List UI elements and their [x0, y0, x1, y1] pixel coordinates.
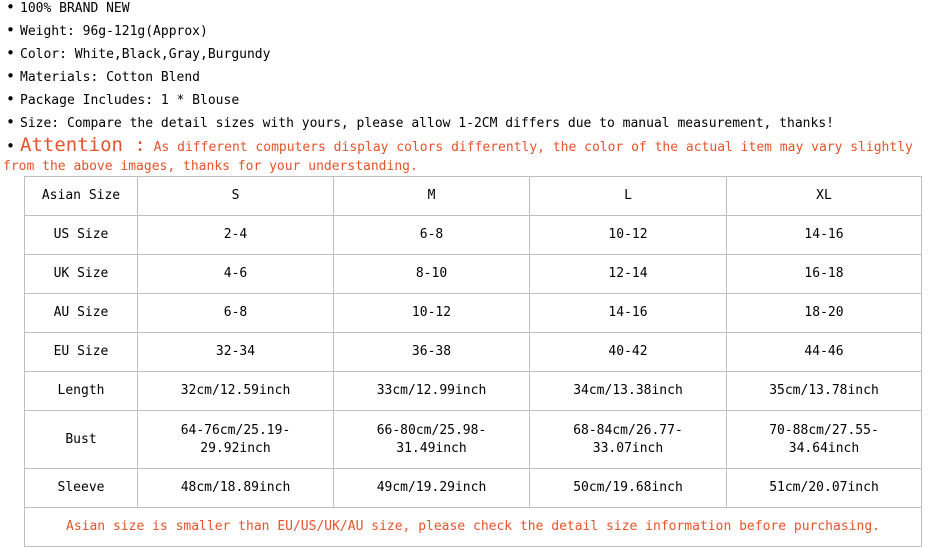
row-label-cell: Bust — [25, 411, 138, 469]
table-row — [25, 255, 922, 294]
table-cell: 36-38 — [334, 333, 530, 372]
bullet-dot-icon: • — [6, 113, 16, 131]
table-cell: 10-12 — [530, 216, 727, 255]
table-cell: 35cm/13.78inch — [727, 372, 922, 411]
table-cell: XL — [727, 177, 922, 216]
table-row — [25, 372, 922, 411]
bullet-package: • Package Includes: 1 * Blouse — [6, 88, 931, 111]
table-cell: 40-42 — [530, 333, 727, 372]
table-cell: L — [530, 177, 727, 216]
row-label-cell: US Size — [25, 216, 138, 255]
table-cell: 14-16 — [727, 216, 922, 255]
table-cell: 6-8 — [138, 294, 334, 333]
table-cell: 32cm/12.59inch — [138, 372, 334, 411]
bullet-brand-new: • 100% BRAND NEW — [6, 0, 931, 19]
table-row — [25, 216, 922, 255]
table-cell: 32-34 — [138, 333, 334, 372]
table-cell: 8-10 — [334, 255, 530, 294]
table-cell: 33cm/12.99inch — [334, 372, 530, 411]
table-row — [25, 469, 922, 508]
bullet-dot-icon: • — [6, 90, 16, 108]
bullet-size: • Size: Compare the detail sizes with yours, please allow 1-2CM differs due to manual measurement, thanks! — [6, 111, 931, 134]
table-cell: 66-80cm/25.98- 31.49inch — [334, 411, 530, 469]
table-cell: 50cm/19.68inch — [530, 469, 727, 508]
table-cell: 18-20 — [727, 294, 922, 333]
table-header-row — [25, 177, 922, 216]
row-label-cell: AU Size — [25, 294, 138, 333]
table-cell: 34cm/13.38inch — [530, 372, 727, 411]
row-label-cell: EU Size — [25, 333, 138, 372]
table-row — [25, 294, 922, 333]
table-cell: M — [334, 177, 530, 216]
table-cell: 44-46 — [727, 333, 922, 372]
table-cell: 10-12 — [334, 294, 530, 333]
row-label-cell: Asian Size — [25, 177, 138, 216]
bullet-dot-icon: • — [6, 67, 16, 85]
bullet-materials: • Materials: Cotton Blend — [6, 65, 931, 88]
product-details — [3, 0, 931, 176]
attention-label: Attention : — [20, 134, 146, 156]
table-cell: 14-16 — [530, 294, 727, 333]
size-chart-table — [24, 176, 922, 547]
bullet-dot-icon: • — [6, 137, 16, 155]
table-row — [25, 411, 922, 469]
row-label-cell: UK Size — [25, 255, 138, 294]
table-cell: 48cm/18.89inch — [138, 469, 334, 508]
table-cell: 70-88cm/27.55- 34.64inch — [727, 411, 922, 469]
bullet-dot-icon: • — [6, 0, 16, 16]
attention-text: As different computers display colors differently, the color of the actual item may vary slightly — [153, 140, 913, 155]
row-label-cell: Length — [25, 372, 138, 411]
table-cell: 12-14 — [530, 255, 727, 294]
table-note-row — [25, 508, 922, 547]
table-cell: 64-76cm/25.19- 29.92inch — [138, 411, 334, 469]
bullet-color: • Color: White,Black,Gray,Burgundy — [6, 42, 931, 65]
table-cell: 51cm/20.07inch — [727, 469, 922, 508]
table-cell: 2-4 — [138, 216, 334, 255]
table-cell: 4-6 — [138, 255, 334, 294]
table-cell: 16-18 — [727, 255, 922, 294]
size-warning-note: Asian size is smaller than EU/US/UK/AU size, please check the detail size information before purchasing. — [25, 508, 922, 547]
table-cell: 49cm/19.29inch — [334, 469, 530, 508]
bullet-dot-icon: • — [6, 21, 16, 39]
table-row — [25, 333, 922, 372]
table-cell: 68-84cm/26.77- 33.07inch — [530, 411, 727, 469]
attention-text-continued: from the above images, thanks for your understanding. — [3, 159, 418, 174]
bullet-weight: • Weight: 96g-121g(Approx) — [6, 19, 931, 42]
row-label-cell: Sleeve — [25, 469, 138, 508]
table-cell: S — [138, 177, 334, 216]
attention-note — [6, 135, 931, 158]
table-cell: 6-8 — [334, 216, 530, 255]
size-chart-body — [25, 177, 922, 547]
bullet-dot-icon: • — [6, 44, 16, 62]
